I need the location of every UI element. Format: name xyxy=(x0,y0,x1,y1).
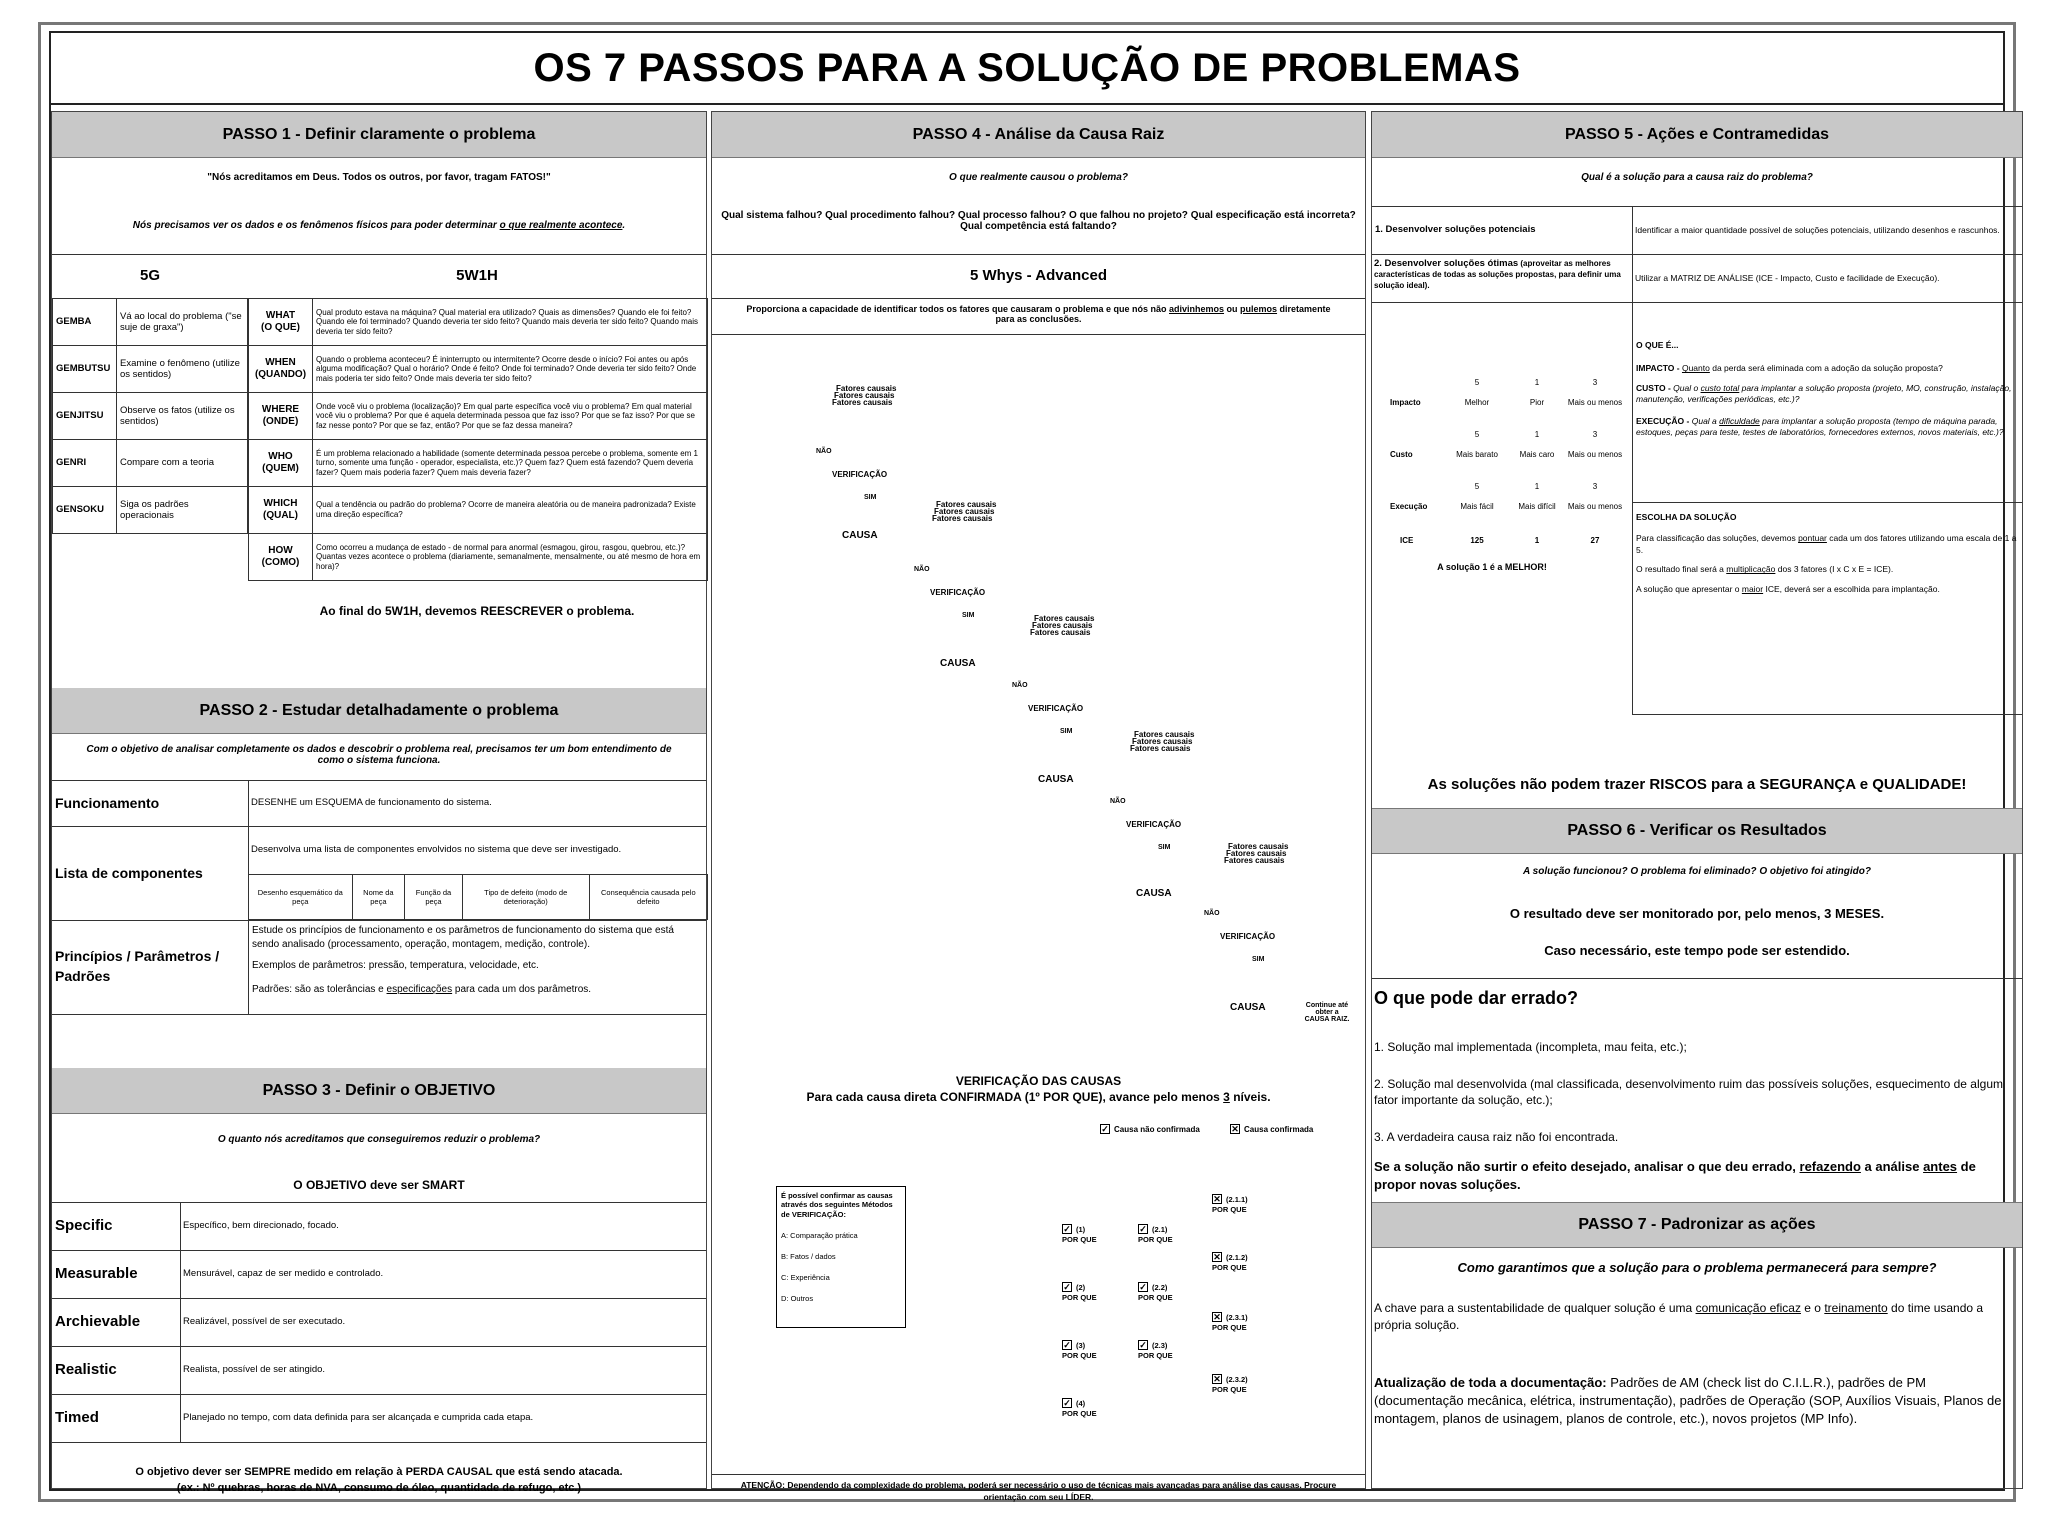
column-middle xyxy=(711,111,1366,1502)
matrix-score: 1 xyxy=(1534,378,1540,387)
list-label: Lista de componentes xyxy=(55,864,203,881)
5g-key: GENJITSU xyxy=(53,393,117,440)
ice-label: ICE xyxy=(1400,536,1414,545)
what-can-go-wrong: O que pode dar errado? xyxy=(1374,988,1579,1008)
principles-text-3b: especificações xyxy=(386,984,453,995)
matrix-score-label: Mais ou menos xyxy=(1567,502,1623,511)
step1-need-end: . xyxy=(622,220,626,231)
smart-value: Específico, bem direcionado, focado. xyxy=(183,1220,339,1232)
step6-question: A solução funcionou? O problema foi eliminado? O objetivo foi atingido? xyxy=(1523,866,1871,877)
choice-1b: pontuar xyxy=(1798,533,1827,544)
why-node xyxy=(1212,1312,1248,1333)
matrix-score: 5 xyxy=(1474,378,1480,387)
step1-header: PASSO 1 - Definir claramente o problema xyxy=(52,112,706,158)
why-node-number: (2.1.1) xyxy=(1226,1195,1248,1204)
divider xyxy=(248,920,249,1014)
solution-choice xyxy=(1636,512,2018,595)
retry-e: de propor novas soluções. xyxy=(1374,1159,1976,1192)
5whys-description xyxy=(712,304,1365,324)
smart-key: Timed xyxy=(55,1409,99,1426)
matrix-score: 1 xyxy=(1534,482,1540,491)
step4-question: O que realmente causou o problema? xyxy=(949,172,1128,183)
checkbox-icon: ✓ xyxy=(1139,1282,1147,1292)
ice-score: 1 xyxy=(1534,536,1540,545)
matrix-row-label: Custo xyxy=(1390,450,1413,459)
continue-note: Continue até obter a CAUSA RAIZ. xyxy=(1304,1002,1350,1023)
why-node-label: POR QUE xyxy=(1062,1408,1097,1418)
divider xyxy=(180,1202,181,1442)
step1-need xyxy=(52,220,706,231)
5g-value: Examine o fenômeno (utilize os sentidos) xyxy=(117,346,248,393)
legend-c-label: Causa confirmada xyxy=(1244,1125,1314,1134)
cause-label: CAUSA xyxy=(1136,888,1172,899)
why-node-label: POR QUE xyxy=(1212,1322,1247,1332)
why-node xyxy=(1212,1374,1248,1395)
methods-list xyxy=(781,1231,901,1303)
divider xyxy=(52,1014,706,1015)
divider xyxy=(1632,714,2022,715)
optimal-a: 2. Desenvolver soluções ótimas xyxy=(1374,258,1519,269)
causal-factor-label: Fatores causais xyxy=(1130,744,1191,753)
why-node-label: POR QUE xyxy=(1062,1350,1097,1360)
causal-factor-label: Fatores causais xyxy=(1030,628,1091,637)
poster xyxy=(49,31,2017,1502)
component-column-header: Desenho esquemático da peça xyxy=(249,875,353,920)
step3-header: PASSO 3 - Definir o OBJETIVO xyxy=(52,1068,706,1114)
wrong-3: 3. A verdadeira causa raiz não foi encontrada. xyxy=(1374,1130,1619,1144)
why-node-label: POR QUE xyxy=(1062,1292,1097,1302)
doc-key: Atualização de toda a documentação: xyxy=(1374,1375,1607,1390)
step2-intro: Com o objetivo de analisar completamente os dados e descobrir o problema real, precisamos ter um bom entendimento de como o sistema funciona. xyxy=(86,744,672,766)
why-node-number: (3) xyxy=(1076,1341,1086,1350)
5w1h-key: WHAT (O QUE) xyxy=(249,299,313,346)
choice-2 xyxy=(1636,564,2018,575)
yes-label: SIM xyxy=(1060,728,1073,735)
causal-factor-label: Fatores causais xyxy=(1032,621,1093,630)
matrix-score: 5 xyxy=(1474,482,1480,491)
5g-value: Siga os padrões operacionais xyxy=(117,487,248,534)
wrong-2: 2. Solução mal desenvolvida (mal classificada, desenvolvimento ruim das possíveis soluções, esquecimento de algum fator importante da solução, etc.); xyxy=(1374,1077,2003,1108)
component-column-header: Nome da peça xyxy=(352,875,405,920)
choice-2b: multiplicação xyxy=(1726,564,1776,575)
5w1h-value: Onde você viu o problema (localização)? Em qual parte específica você viu o problema? Em qual material você viu o problema? Por que é aquela determinada pessoa que faz isso? Por que se faz isso? Por que se faz nesse ponto? Por que se faz, então? Por que se faz dessa maneira? xyxy=(313,393,708,440)
what-is-title: O QUE É... xyxy=(1636,340,1679,350)
5g-key: GEMBUTSU xyxy=(53,346,117,393)
execution-def xyxy=(1636,416,2018,439)
solutions-potential-label: 1. Desenvolver soluções potenciais xyxy=(1375,224,1536,236)
choice-1c: cada um dos fatores utilizando uma escala de 1 a 5. xyxy=(1636,533,2017,555)
whys-desc-a: Proporciona a capacidade de identificar todos os fatores que causaram o problema e que nós não xyxy=(746,304,1170,314)
smart-key: Realistic xyxy=(55,1361,117,1378)
legend-confirmed xyxy=(1230,1124,1313,1134)
vc-b: 3 xyxy=(1223,1090,1230,1104)
5g-table xyxy=(52,298,248,534)
5w1h-value: Qual a tendência ou padrão do problema? Ocorre de maneira aleatória ou de maneira padronizada? Existe uma direção específica? xyxy=(313,487,708,534)
checkbox-icon: ✓ xyxy=(1063,1340,1071,1350)
smart-value: Realizável, possível de ser executado. xyxy=(183,1316,346,1328)
why-node-number: (2.2) xyxy=(1152,1283,1168,1292)
exec-key: EXECUÇÃO - xyxy=(1636,415,1692,426)
page-title: OS 7 PASSOS PARA A SOLUÇÃO DE PROBLEMAS xyxy=(51,33,2003,105)
impact-text: da perda será eliminada com a adoção da solução proposta? xyxy=(1709,363,1943,374)
choice-title: ESCOLHA DA SOLUÇÃO xyxy=(1636,512,1737,522)
cause-label: CAUSA xyxy=(940,658,976,669)
verification-title: VERIFICAÇÃO DAS CAUSAS xyxy=(955,1074,1122,1088)
yes-label: SIM xyxy=(1252,956,1265,963)
documentation-note xyxy=(1374,1374,2018,1429)
why-node xyxy=(1138,1340,1173,1361)
yes-label: SIM xyxy=(1158,844,1171,851)
no-label: NÃO xyxy=(816,448,832,455)
5w1h-value: É um problema relacionado a habilidade (somente determinada pessoa percebe o problema, somente em 1 turno, somente uma função - operador, especialista, etc.)? Quem faz? Quem está fazendo? Quem deveria fazer? Quem mais poderia fazer? Quem mais deveria fazer? xyxy=(313,440,708,487)
sustain-note xyxy=(1374,1300,2018,1334)
why-node xyxy=(1212,1194,1248,1215)
principles-label: Princípios / Parâmetros / Padrões xyxy=(55,948,220,984)
risks-warning: As soluções não podem trazer RISCOS para a SEGURANÇA e QUALIDADE! xyxy=(1427,776,1967,793)
5w1h-key: HOW (COMO) xyxy=(249,534,313,581)
sustain-c: e o xyxy=(1800,1301,1825,1315)
smart-value: Mensurável, capaz de ser medido e controlado. xyxy=(183,1268,384,1280)
page-frame xyxy=(38,22,2016,1502)
causal-factor-label: Fatores causais xyxy=(834,391,895,400)
divider xyxy=(52,1442,706,1443)
5g-key: GEMBA xyxy=(53,299,117,346)
component-column-header: Função da peça xyxy=(405,875,463,920)
cause-label: CAUSA xyxy=(1038,774,1074,785)
causal-factor-label: Fatores causais xyxy=(934,507,995,516)
5whys-title: 5 Whys - Advanced xyxy=(970,267,1107,284)
verification-label: VERIFICAÇÃO xyxy=(832,470,888,479)
solutions-optimal-label xyxy=(1374,258,1628,291)
principles-text-3 xyxy=(252,984,702,995)
principles-text-3a: Padrões: são as tolerâncias e xyxy=(252,984,387,995)
verification-subtitle xyxy=(712,1090,1365,1104)
vc-a: Para cada causa direta CONFIRMADA (1º POR QUE), avance pelo menos xyxy=(806,1090,1224,1104)
principles-text-2: Exemplos de parâmetros: pressão, temperatura, velocidade, etc. xyxy=(252,960,539,971)
why-node-label: POR QUE xyxy=(1138,1234,1173,1244)
why-node-number: (4) xyxy=(1076,1399,1086,1408)
step6-header: PASSO 6 - Verificar os Resultados xyxy=(1372,808,2022,854)
legend-not-confirmed xyxy=(1100,1124,1200,1134)
divider xyxy=(1632,502,2022,503)
cause-label: CAUSA xyxy=(842,530,878,541)
step4-header: PASSO 4 - Análise da Causa Raiz xyxy=(712,112,1365,158)
5w1h-row xyxy=(249,299,708,346)
5g-title: 5G xyxy=(139,267,160,284)
ice-score: 125 xyxy=(1470,536,1484,545)
principles-text-3c: para cada um dos parâmetros. xyxy=(452,984,592,995)
matrix-score: 3 xyxy=(1592,378,1598,387)
why-node xyxy=(1212,1252,1248,1273)
why-node xyxy=(1062,1224,1097,1245)
why-node xyxy=(1062,1282,1097,1303)
exec-pre: Qual a xyxy=(1691,415,1720,426)
checkbox-icon: ✓ xyxy=(1139,1224,1147,1234)
component-column-header: Tipo de defeito (modo de deterioração) xyxy=(462,875,589,920)
matrix-score-label: Pior xyxy=(1529,398,1545,407)
matrix-row-label: Impacto xyxy=(1390,398,1421,407)
step3-footer-1: O objetivo dever ser SEMPRE medido em relação à PERDA CAUSAL que está sendo atacada. xyxy=(135,1466,623,1478)
matrix-score-label: Mais difícil xyxy=(1518,502,1556,511)
5w1h-row xyxy=(249,534,708,581)
5w1h-value: Quando o problema aconteceu? É ininterrupto ou intermitente? Ocorre desde o início? Foi antes ou após alguma modificação? Qual o horário? Onde é feito? Onde foi terminado? Onde deveria ter sido feito? Onde mais poderia ter sido feito? Onde mais deveria ter sido feito? xyxy=(313,346,708,393)
smart-key: Specific xyxy=(55,1217,113,1234)
matrix-score-label: Mais fácil xyxy=(1460,502,1494,511)
verification-label: VERIFICAÇÃO xyxy=(930,588,986,597)
why-node-number: (1) xyxy=(1076,1225,1086,1234)
5w1h-key: WHO (QUEM) xyxy=(249,440,313,487)
func-value: DESENHE um ESQUEMA de funcionamento do sistema. xyxy=(251,797,492,809)
divider xyxy=(1372,978,2022,979)
causal-factor-label: Fatores causais xyxy=(836,384,897,393)
choice-2c: dos 3 fatores (I x C x E = ICE). xyxy=(1775,564,1894,575)
5w1h-key: WHERE (ONDE) xyxy=(249,393,313,440)
5g-row xyxy=(53,487,248,534)
verification-methods-box xyxy=(776,1186,906,1328)
causal-factor-label: Fatores causais xyxy=(1132,737,1193,746)
vc-c: níveis. xyxy=(1229,1090,1271,1104)
why-node-label: POR QUE xyxy=(1212,1204,1247,1214)
why-node-number: (2.1.2) xyxy=(1226,1253,1248,1262)
checkbox-x-icon: ✕ xyxy=(1213,1312,1221,1322)
5g-row xyxy=(53,393,248,440)
matrix-score: 5 xyxy=(1474,430,1480,439)
choice-3 xyxy=(1636,584,2018,595)
5w1h-key: WHEN (QUANDO) xyxy=(249,346,313,393)
matrix-score-label: Melhor xyxy=(1464,398,1490,407)
retry-b: refazendo xyxy=(1799,1159,1861,1174)
5g-row xyxy=(53,299,248,346)
5g-value: Vá ao local do problema ("se suje de graxa") xyxy=(117,299,248,346)
method-item: D: Outros xyxy=(781,1294,814,1304)
divider xyxy=(712,254,1365,255)
smart-note: O OBJETIVO deve ser SMART xyxy=(293,1178,465,1192)
impact-key: IMPACTO - xyxy=(1636,363,1682,374)
checkbox-x-icon: ✕ xyxy=(1231,1124,1239,1134)
column-right xyxy=(1371,111,2023,1489)
matrix-score: 1 xyxy=(1534,430,1540,439)
smart-value: Planejado no tempo, com data definida para ser alcançada e cumprida cada etapa. xyxy=(183,1412,534,1424)
smart-value: Realista, possível de ser atingido. xyxy=(183,1364,326,1376)
divider xyxy=(1372,302,2022,303)
checkbox-icon: ✓ xyxy=(1063,1282,1071,1292)
monitor-note: O resultado deve ser monitorado por, pelo menos, 3 MESES. xyxy=(1509,906,1885,921)
optimal-b: (aproveitar as melhores características de todas as soluções propostas, para definir uma solução ideal). xyxy=(1374,259,1621,290)
5g-value: Observe os fatos (utilize os sentidos) xyxy=(117,393,248,440)
method-item: A: Comparação prática xyxy=(781,1231,858,1241)
cost-pre: Qual o xyxy=(1673,382,1701,393)
step1-need-text: Nós precisamos ver os dados e os fenômenos físicos para poder determinar xyxy=(132,220,500,231)
step3-question: O quanto nós acreditamos que conseguiremos reduzir o problema? xyxy=(217,1134,541,1145)
matrix-score: 3 xyxy=(1592,482,1598,491)
retry-c: a análise xyxy=(1860,1159,1924,1174)
no-label: NÃO xyxy=(1204,910,1220,917)
no-label: NÃO xyxy=(1012,682,1028,689)
5g-value: Compare com a teoria xyxy=(117,440,248,487)
why-node-number: (2.3.1) xyxy=(1226,1313,1248,1322)
whys-desc-c: ou xyxy=(1224,304,1241,314)
components-table xyxy=(248,874,708,920)
best-solution: A solução 1 é a MELHOR! xyxy=(1437,562,1547,572)
checkbox-x-icon: ✕ xyxy=(1213,1374,1221,1384)
cost-def xyxy=(1636,383,2018,406)
matrix-score-label: Mais ou menos xyxy=(1567,450,1623,459)
solutions-optimal-value: Utilizar a MATRIZ DE ANÁLISE (ICE - Impacto, Custo e facilidade de Execução). xyxy=(1635,272,1940,283)
5w1h-value: Qual produto estava na máquina? Qual material era utilizado? Quais as dimensões? Quando ele foi feito? Quando ele foi terminado? Quando deveria ter sido feito? Quando mais deveria ter sido feito? Quando mais deveria ter sido feito? xyxy=(313,299,708,346)
methods-title: É possível confirmar as causas através dos seguintes Métodos de VERIFICAÇÃO: xyxy=(781,1191,893,1219)
whys-desc-e: diretamente para as conclusões. xyxy=(995,304,1331,324)
cause-label: CAUSA xyxy=(1230,1002,1266,1013)
list-value: Desenvolva uma lista de componentes envolvidos no sistema que deve ser investigado. xyxy=(251,844,622,856)
retry-note xyxy=(1374,1158,2018,1193)
solutions-potential-value: Identificar a maior quantidade possível de soluções potenciais, utilizando desenhos e rascunhos. xyxy=(1635,224,2000,235)
5w1h-table xyxy=(248,298,708,581)
extend-note: Caso necessário, este tempo pode ser estendido. xyxy=(1544,943,1850,958)
divider xyxy=(712,1474,1365,1475)
choice-3b: maior xyxy=(1741,583,1764,594)
matrix-score-label: Mais ou menos xyxy=(1567,398,1623,407)
why-node xyxy=(1138,1224,1173,1245)
why-node-number: (2.3.2) xyxy=(1226,1375,1248,1384)
causal-factor-label: Fatores causais xyxy=(832,398,893,407)
choice-3a: A solução que apresentar o xyxy=(1636,583,1742,594)
choice-2a: O resultado final será a xyxy=(1636,564,1727,575)
matrix-score: 3 xyxy=(1592,430,1598,439)
doc-text: Padrões de AM (check list do C.I.L.R.), padrões de PM (documentação mecânica, elétrica, instrumentação), padrões de Operação (SOP, Auxílios Visuais, Planos de montagem, planos de usinagem, planos de controle, etc.), novos projetos (MP Info). xyxy=(1374,1375,2002,1427)
5g-row xyxy=(53,346,248,393)
checkbox-icon: ✓ xyxy=(1139,1340,1147,1350)
step5-header: PASSO 5 - Ações e Contramedidas xyxy=(1372,112,2022,158)
impact-em: Quanto xyxy=(1681,363,1710,374)
why-node-number: (2) xyxy=(1076,1283,1086,1292)
sustain-a: A chave para a sustentabilidade de qualquer solução é uma xyxy=(1374,1301,1696,1315)
wrong-1: 1. Solução mal implementada (incompleta, mau feita, etc.); xyxy=(1374,1040,1687,1054)
step4-question-2: Qual sistema falhou? Qual procedimento falhou? Qual processo falhou? O que falhou no projeto? Qual especificação está incorreta? Qual competência está faltando? xyxy=(721,210,1356,232)
step2-header: PASSO 2 - Estudar detalhadamente o problema xyxy=(52,688,706,734)
method-item: C: Experiência xyxy=(781,1273,830,1283)
step7-header: PASSO 7 - Padronizar as ações xyxy=(1372,1202,2022,1248)
causal-factor-label: Fatores causais xyxy=(1226,849,1287,858)
matrix-score-label: Mais barato xyxy=(1456,450,1498,459)
5w1h-row xyxy=(249,393,708,440)
divider xyxy=(712,298,1365,299)
column-left xyxy=(51,111,707,1494)
verification-label: VERIFICAÇÃO xyxy=(1126,820,1182,829)
5g-key: GENRI xyxy=(53,440,117,487)
step7-question: Como garantimos que a solução para o problema permanecerá para sempre? xyxy=(1457,1260,1937,1275)
step1-need-emphasis: o que realmente acontece xyxy=(499,220,623,231)
smart-key: Archievable xyxy=(55,1313,141,1330)
why-node-label: POR QUE xyxy=(1138,1350,1173,1360)
component-column-header: Consequência causada pelo defeito xyxy=(589,875,707,920)
why-node-label: POR QUE xyxy=(1212,1262,1247,1272)
5w1h-row xyxy=(249,487,708,534)
impact-def xyxy=(1636,363,2018,374)
yes-label: SIM xyxy=(864,494,877,501)
checkbox-icon: ✓ xyxy=(1063,1398,1071,1408)
5w1h-title: 5W1H xyxy=(456,267,498,284)
whys-desc-b: adivinhemos xyxy=(1169,304,1225,314)
attention-note: ATENÇÃO: Dependendo da complexidade do problema, poderá ser necessário o uso de técnicas mais avançadas para análise das causas. Procure orientação com seu LÍDER. xyxy=(740,1480,1337,1502)
why-node-label: POR QUE xyxy=(1062,1234,1097,1244)
rewrite-note: Ao final do 5W1H, devemos REESCREVER o problema. xyxy=(319,604,635,618)
cost-em: custo total xyxy=(1700,382,1740,393)
causal-factor-label: Fatores causais xyxy=(1224,856,1285,865)
ice-score: 27 xyxy=(1590,536,1600,545)
cost-key: CUSTO - xyxy=(1636,382,1674,393)
sustain-d: treinamento xyxy=(1824,1301,1888,1315)
verification-label: VERIFICAÇÃO xyxy=(1028,704,1084,713)
why-node-label: POR QUE xyxy=(1138,1292,1173,1302)
matrix-row-label: Execução xyxy=(1390,502,1428,511)
verification-label: VERIFICAÇÃO xyxy=(1220,932,1276,941)
5w1h-key: WHICH (QUAL) xyxy=(249,487,313,534)
choice-1 xyxy=(1636,533,2018,556)
causal-factor-label: Fatores causais xyxy=(932,514,993,523)
checkbox-icon: ✓ xyxy=(1101,1124,1109,1134)
principles-text-1: Estude os princípios de funcionamento e os parâmetros de funcionamento do sistema que está sendo analisado (processamento, operação, montagem, medição, controle). xyxy=(252,925,674,950)
method-item: B: Fatos / dados xyxy=(781,1252,836,1262)
causal-factor-label: Fatores causais xyxy=(936,500,997,509)
5w1h-value: Como ocorreu a mudança de estado - de normal para anormal (esmagou, girou, rasgou, quebrou, etc.)? Quantas vezes acontece o problema (diariamente, semanalmente, mensalmente, ou até mesmo de hora em hora)? xyxy=(313,534,708,581)
choice-3c: ICE, deverá ser a escolhida para implantação. xyxy=(1763,583,1940,594)
sustain-e: do time usando a própria solução. xyxy=(1374,1301,1984,1332)
why-node xyxy=(1062,1340,1097,1361)
divider xyxy=(52,254,706,255)
retry-d: antes xyxy=(1923,1159,1958,1174)
matrix-score-label: Mais caro xyxy=(1519,450,1555,459)
retry-a: Se a solução não surtir o efeito desejado, analisar o que deu errado, xyxy=(1374,1159,1800,1174)
why-node-label: POR QUE xyxy=(1212,1384,1247,1394)
step5-question: Qual é a solução para a causa raiz do problema? xyxy=(1581,172,1813,183)
func-label: Funcionamento xyxy=(55,794,160,811)
why-node xyxy=(1138,1282,1173,1303)
no-label: NÃO xyxy=(914,566,930,573)
exec-text: para implantar a solução proposta (tempo de máquina parada, estoques, peças para teste, testes de laboratórios, fornecedores externos, novos materiais, etc.)? xyxy=(1636,415,2004,438)
5w1h-row xyxy=(249,346,708,393)
legend-nc-label: Causa não confirmada xyxy=(1114,1125,1200,1134)
smart-key: Measurable xyxy=(55,1265,138,1282)
5g-row xyxy=(53,440,248,487)
why-node-number: (2.3) xyxy=(1152,1341,1168,1350)
why-node-number: (2.1) xyxy=(1152,1225,1168,1234)
checkbox-x-icon: ✕ xyxy=(1213,1252,1221,1262)
divider xyxy=(712,334,1365,335)
5w1h-row xyxy=(249,440,708,487)
ice-definitions xyxy=(1636,340,2018,439)
checkbox-icon: ✓ xyxy=(1063,1224,1071,1234)
yes-label: SIM xyxy=(962,612,975,619)
causal-factor-label: Fatores causais xyxy=(1228,842,1289,851)
exec-em: dificuldade xyxy=(1719,415,1760,426)
choice-1a: Para classificação das soluções, devemos xyxy=(1636,533,1799,544)
no-label: NÃO xyxy=(1110,798,1126,805)
5g-key: GENSOKU xyxy=(53,487,117,534)
step1-quote: "Nós acreditamos em Deus. Todos os outros, por favor, tragam FATOS!" xyxy=(207,172,551,183)
causal-factor-label: Fatores causais xyxy=(1034,614,1095,623)
step3-footer-2: (ex.: Nº quebras, horas de NVA, consumo de óleo, quantidade de refugo, etc.) xyxy=(176,1482,582,1494)
sustain-b: comunicação eficaz xyxy=(1695,1301,1801,1315)
why-node xyxy=(1062,1398,1097,1419)
causal-factor-label: Fatores causais xyxy=(1134,730,1195,739)
cost-text: para implantar a solução proposta (projeto, MO, construção, instalação, manutenção, verificações periódicas, etc.)? xyxy=(1636,382,2012,405)
whys-desc-d: pulemos xyxy=(1240,304,1278,314)
checkbox-x-icon: ✕ xyxy=(1213,1194,1221,1204)
